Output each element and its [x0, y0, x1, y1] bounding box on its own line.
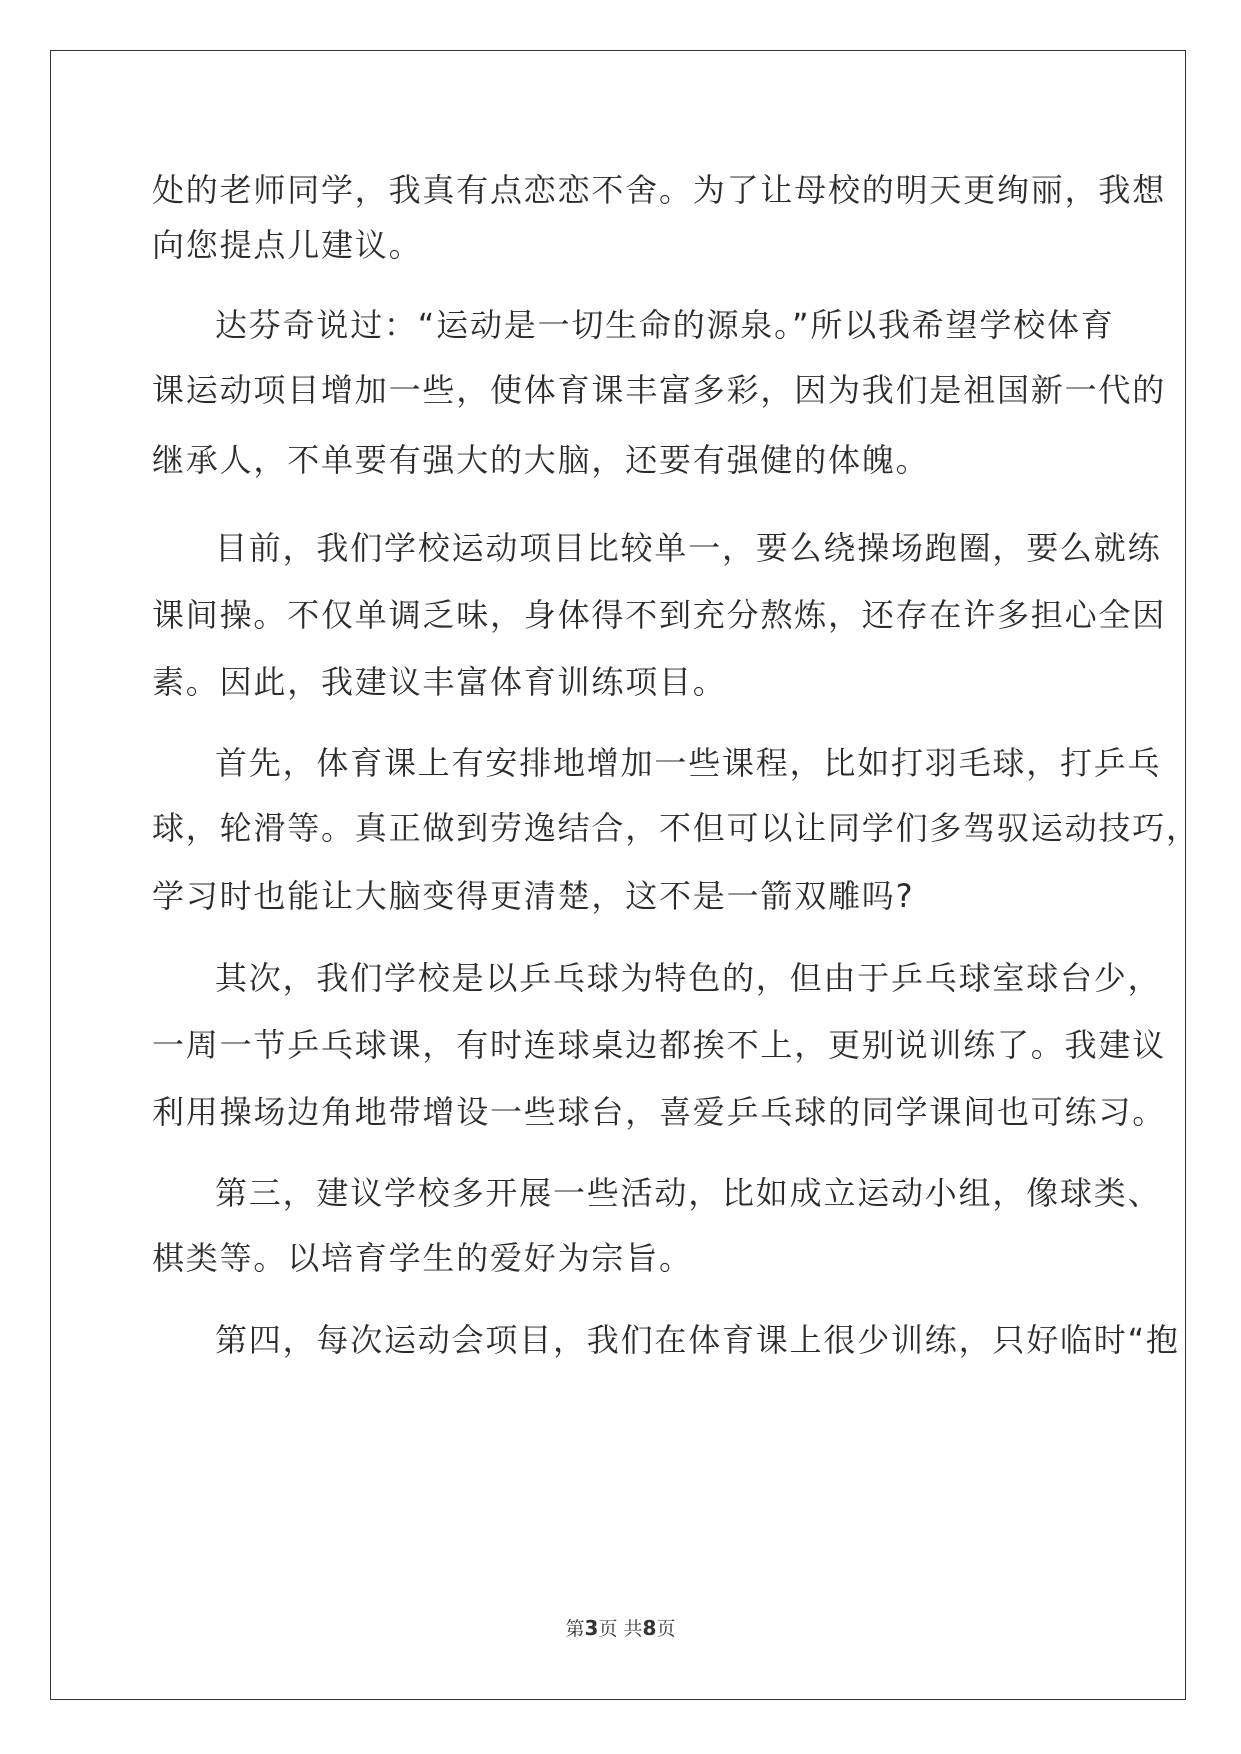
paragraph-first-line: 首先，体育课上有安排地增加一些课程，比如打羽毛球，打乒乓 — [215, 744, 1162, 782]
text-line: 利用操场边角地带增设一些球台，喜爱乒乓球的同学课间也可练习。 — [152, 1093, 1167, 1131]
page-total: 8 — [642, 1616, 657, 1640]
footer-prefix: 第 — [565, 1618, 585, 1640]
paragraph-first-line: 第四，每次运动会项目，我们在体育课上很少训练，只好临时“抱 — [215, 1321, 1180, 1359]
text-line: 继承人，不单要有强大的大脑，还要有强健的体魄。 — [152, 441, 930, 479]
text-line: 处的老师同学，我真有点恋恋不舍。为了让母校的明天更绚丽，我想 — [152, 171, 1167, 209]
page-footer — [0, 1616, 1241, 1641]
text-line: 课间操。不仅单调乏味，身体得不到充分熬炼，还存在许多担心全因 — [152, 596, 1167, 634]
text-line: 向您提点儿建议。 — [152, 226, 423, 264]
text-line: 球，轮滑等。真正做到劳逸结合，不但可以让同学们多驾驭运动技巧， — [152, 809, 1200, 847]
footer-middle: 页 共 — [598, 1618, 643, 1640]
footer-suffix: 页 — [656, 1618, 676, 1640]
text-line: 学习时也能让大脑变得更清楚，这不是一箭双雕吗? — [152, 877, 915, 915]
paragraph-first-line: 达芬奇说过：“运动是一切生命的源泉。”所以我希望学校体育 — [215, 306, 1115, 344]
paragraph-first-line: 其次，我们学校是以乒乓球为特色的，但由于乒乓球室球台少， — [215, 959, 1162, 997]
page-number: 3 — [584, 1616, 599, 1640]
text-line: 课运动项目增加一些，使体育课丰富多彩，因为我们是祖国新一代的 — [152, 371, 1167, 409]
text-line: 一周一节乒乓球课，有时连球桌边都挨不上，更别说训练了。我建议 — [152, 1026, 1167, 1064]
text-line: 棋类等。以培育学生的爱好为宗旨。 — [152, 1239, 693, 1277]
paragraph-first-line: 目前，我们学校运动项目比较单一，要么绕操场跑圈，要么就练 — [215, 529, 1162, 567]
paragraph-first-line: 第三，建议学校多开展一些活动，比如成立运动小组，像球类、 — [215, 1174, 1162, 1212]
text-line: 素。因此，我建议丰富体育训练项目。 — [152, 663, 727, 701]
page-border — [50, 50, 1186, 1700]
